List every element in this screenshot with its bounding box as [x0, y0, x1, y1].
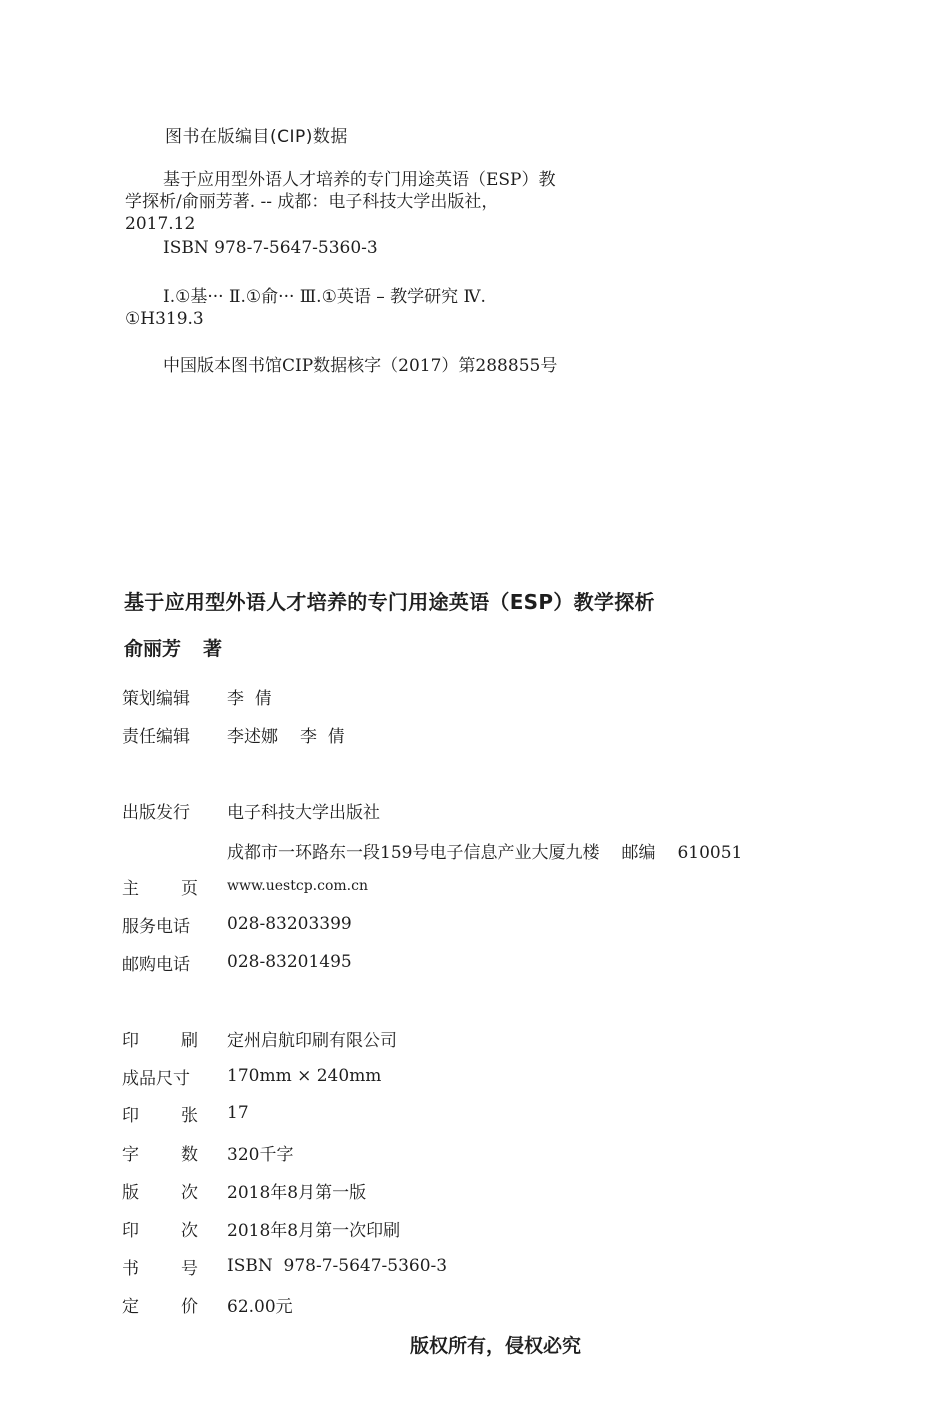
publisher-label: 出版发行 [122, 802, 190, 823]
publisher-address-value [227, 838, 742, 863]
author-name: 俞丽芳 [124, 638, 182, 660]
author-role: 著 [203, 638, 223, 660]
edition-label: 版 次 [122, 1182, 198, 1203]
price-row [122, 1292, 293, 1317]
isbn-label: 书 号 [122, 1258, 198, 1279]
homepage-row [122, 874, 368, 899]
postcode-label: 邮编 [621, 842, 656, 863]
book-title: 基于应用型外语人才培养的专门用途英语（ESP）教学探析 [124, 590, 655, 614]
price-value: 62.00元 [227, 1296, 293, 1317]
printer-label: 印 刷 [122, 1030, 198, 1051]
cip-date: 2017.12 [125, 214, 196, 234]
homepage-label: 主 页 [122, 878, 198, 899]
sheets-value: 17 [227, 1103, 249, 1123]
responsible-editor-label: 责任编辑 [122, 726, 190, 747]
mail-order-row [122, 950, 352, 975]
words-value: 320千字 [227, 1144, 294, 1165]
responsible-editor-row [122, 722, 345, 747]
service-phone-row [122, 912, 352, 937]
printer-row [122, 1026, 397, 1051]
publisher-address-row [122, 838, 743, 863]
size-value: 170mm × 240mm [227, 1066, 382, 1086]
mail-order-phone: 028-83201495 [227, 952, 352, 972]
size-label: 成品尺寸 [122, 1068, 190, 1089]
words-label: 字 数 [122, 1144, 198, 1165]
publisher-row [122, 798, 380, 823]
book-author-line [124, 634, 222, 661]
cip-title-line-2: 学探析/俞丽芳著. -- 成都：电子科技大学出版社， [125, 192, 499, 212]
impression-row [122, 1216, 401, 1241]
words-row [122, 1140, 294, 1165]
cip-classification: Ⅰ.①基··· Ⅱ.①俞··· Ⅲ.①英语 – 教学研究 Ⅳ. [163, 287, 486, 307]
size-row [122, 1064, 382, 1089]
impression-value: 2018年8月第一次印刷 [227, 1220, 401, 1241]
price-label: 定 价 [122, 1296, 198, 1317]
responsible-editor-value [227, 722, 345, 747]
impression-label: 印 次 [122, 1220, 198, 1241]
publisher-name: 电子科技大学出版社 [227, 802, 380, 823]
edition-value: 2018年8月第一版 [227, 1182, 367, 1203]
cip-classification-code: ①H319.3 [125, 309, 204, 329]
cip-isbn: ISBN 978-7-5647-5360-3 [163, 238, 378, 258]
isbn-row [122, 1254, 448, 1279]
planning-editor-value: 李 倩 [227, 688, 272, 709]
cip-title-line-1: 基于应用型外语人才培养的专门用途英语（ESP）教 [163, 170, 556, 190]
sheets-row [122, 1101, 249, 1126]
homepage-url[interactable]: www.uestcp.com.cn [227, 878, 368, 894]
isbn-value: ISBN 978-7-5647-5360-3 [227, 1256, 448, 1276]
responsible-editor-1: 李述娜 [227, 726, 278, 747]
printer-value: 定州启航印刷有限公司 [227, 1030, 397, 1051]
service-phone-label: 服务电话 [122, 916, 190, 937]
responsible-editor-2: 李 倩 [300, 726, 345, 747]
edition-row [122, 1178, 367, 1203]
mail-order-label: 邮购电话 [122, 954, 190, 975]
cip-heading: 图书在版编目(CIP)数据 [165, 127, 348, 147]
service-phone: 028-83203399 [227, 914, 352, 934]
planning-editor-label: 策划编辑 [122, 688, 190, 709]
postcode: 610051 [677, 842, 743, 863]
sheets-label: 印 张 [122, 1105, 198, 1126]
copyright-notice: 版权所有，侵权必究 [410, 1335, 582, 1357]
cip-verification-number: 中国版本图书馆CIP数据核字（2017）第288855号 [163, 356, 558, 376]
publisher-address: 成都市一环路东一段159号电子信息产业大厦九楼 [227, 842, 600, 863]
planning-editor-row [122, 684, 272, 709]
